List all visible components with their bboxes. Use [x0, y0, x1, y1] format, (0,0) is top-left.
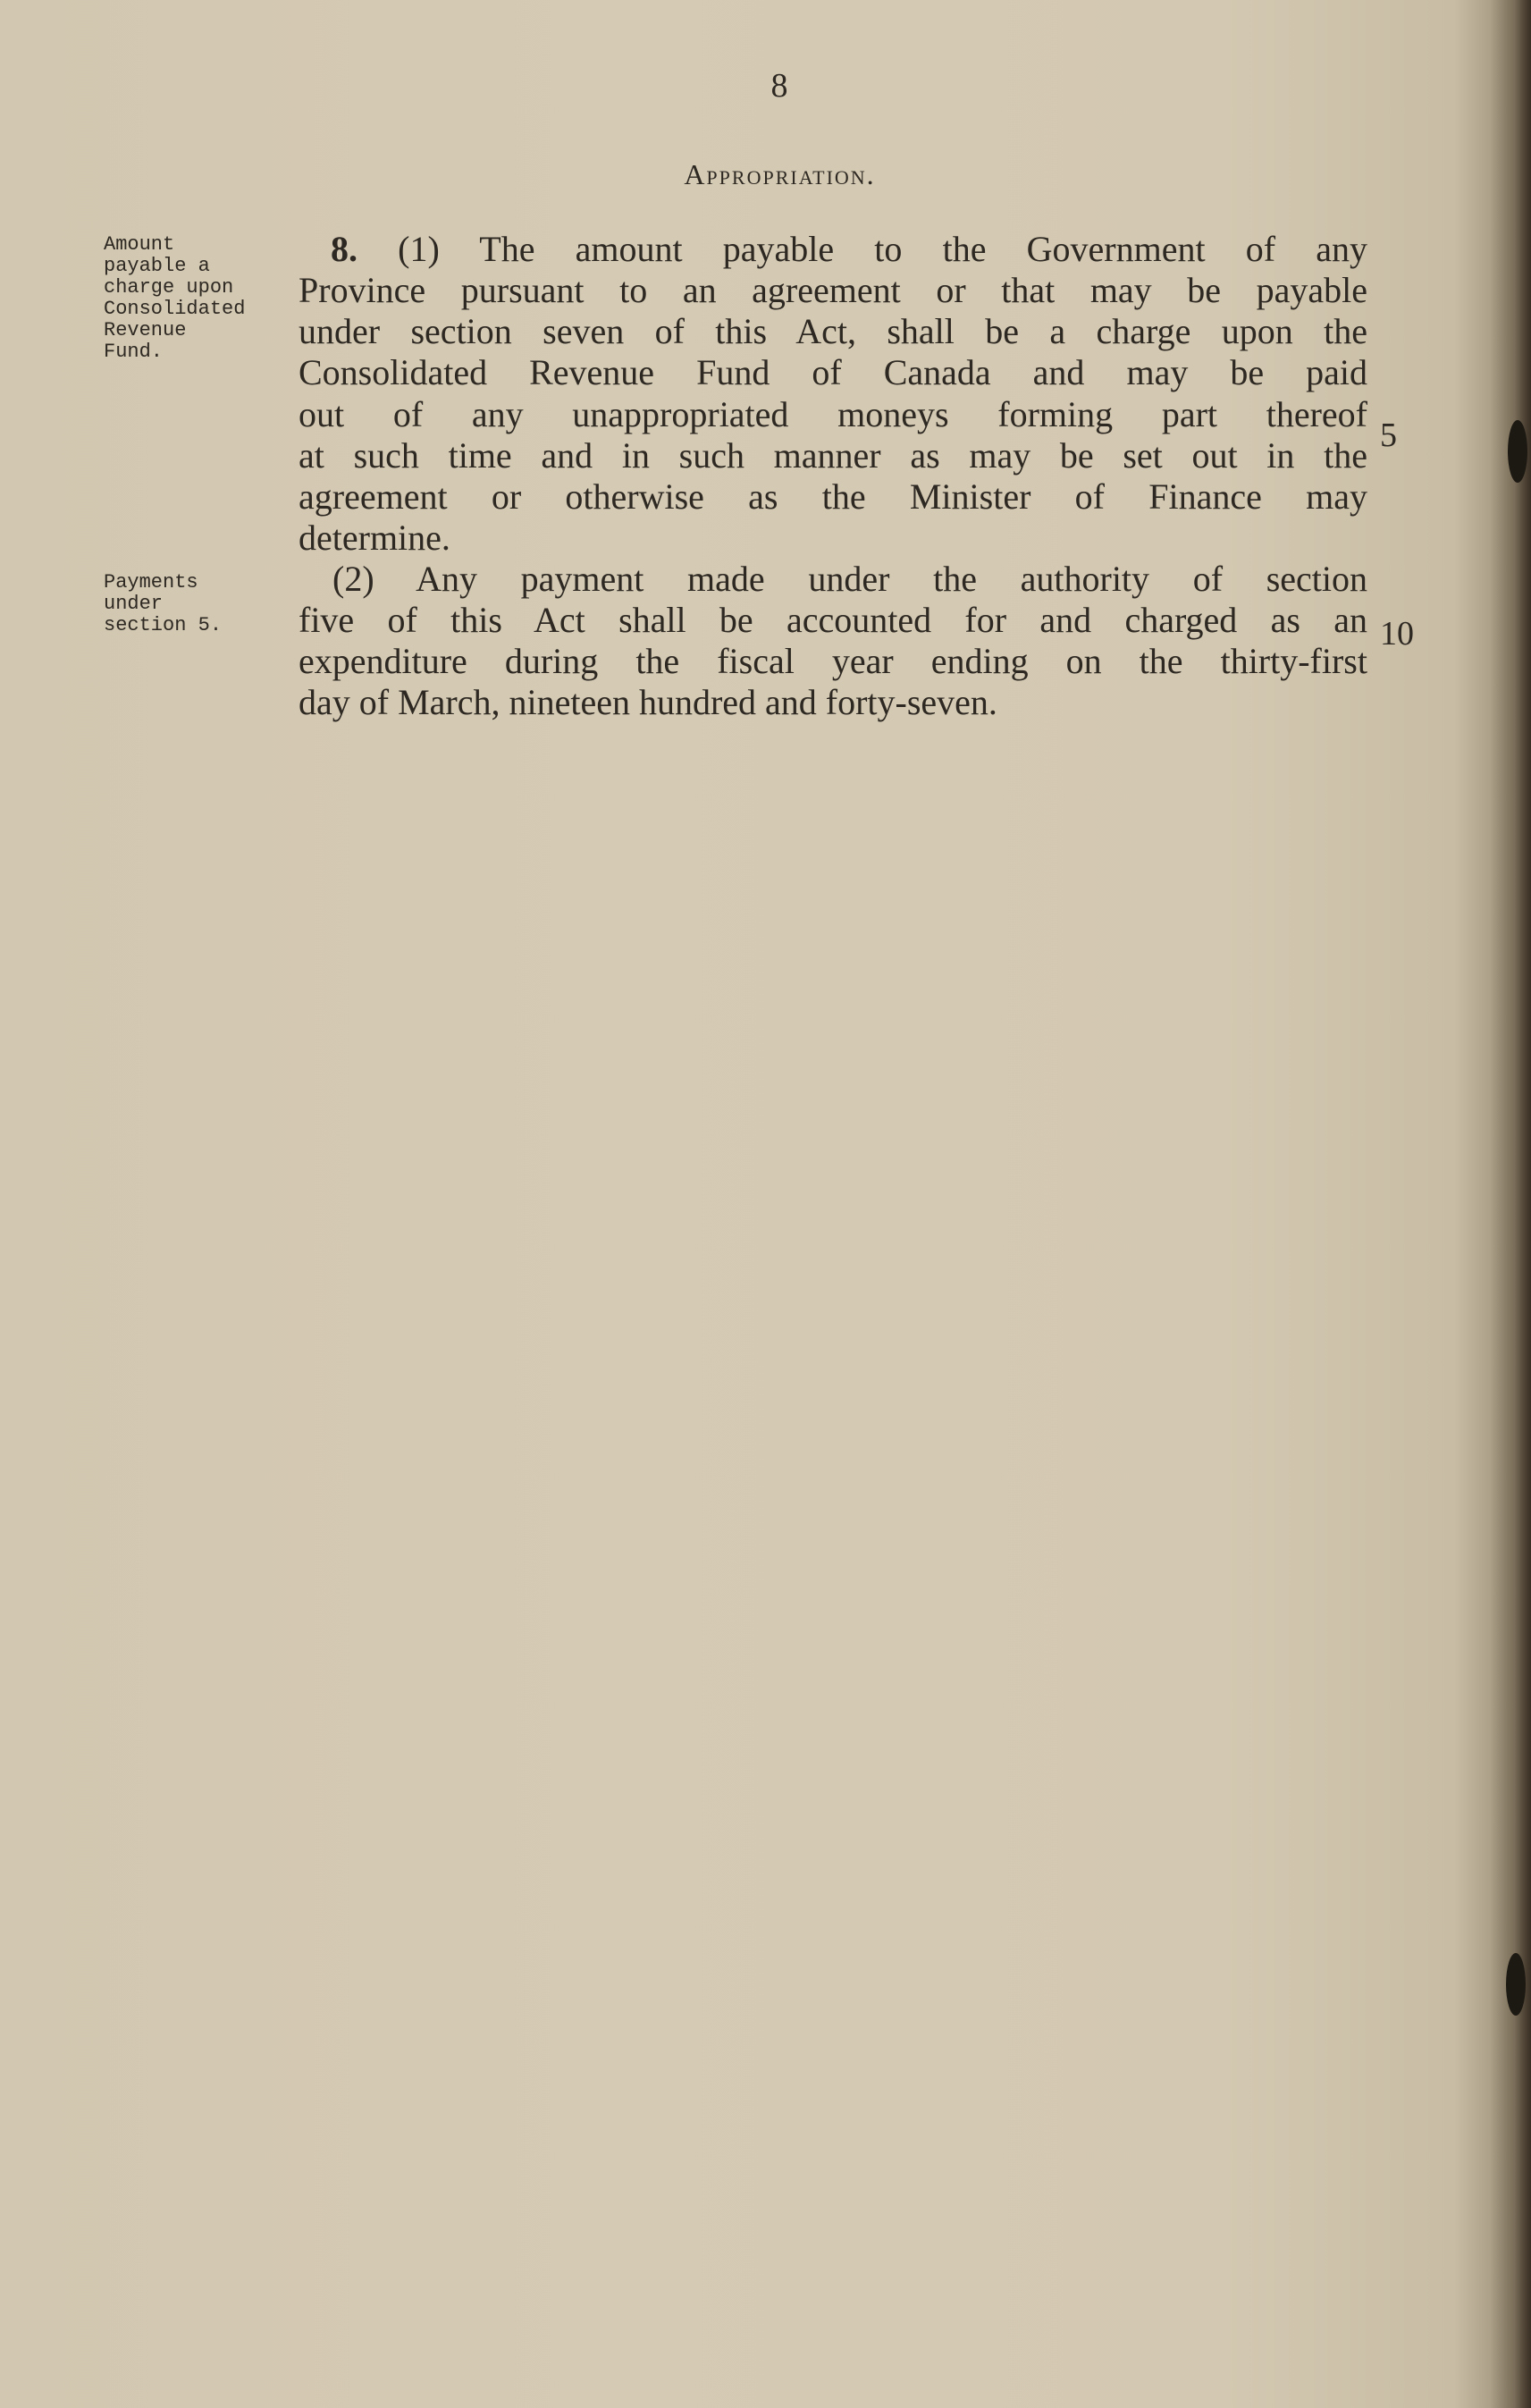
marginal-note-line: payable a: [104, 255, 210, 277]
body-text-line: under section seven of this Act, shall be a charge upon the: [299, 311, 1367, 351]
line-number: 5: [1380, 417, 1397, 454]
body-text-line: Consolidated Revenue Fund of Canada and may be paid: [299, 352, 1367, 392]
marginal-note-line: Payments: [104, 571, 198, 594]
marginal-note-line: charge upon: [104, 276, 234, 299]
marginal-note-line: Amount: [104, 233, 175, 256]
page-number: 8: [770, 67, 789, 105]
body-text-line: agreement or otherwise as the Minister of Finance may: [299, 476, 1367, 517]
marginal-note-payments-section-5: [104, 572, 282, 636]
line-number: 10: [1380, 615, 1414, 653]
marginal-note-consolidated-revenue-fund: [104, 234, 282, 363]
marginal-note-line: under: [104, 593, 164, 615]
running-head: Appropriation.: [684, 158, 876, 190]
body-text-line: (2) Any payment made under the authority of section: [332, 559, 1367, 599]
marginal-note-line: Consolidated: [104, 298, 246, 320]
body-text-line: five of this Act shall be accounted for and charged as an: [299, 600, 1367, 640]
marginal-note-line: section 5.: [104, 614, 223, 636]
marginal-note-line: Fund.: [104, 341, 164, 363]
marginal-note-line: Revenue: [104, 319, 187, 341]
body-text-line: out of any unappropriated moneys forming part thereof: [299, 394, 1367, 434]
body-text-segment: (1) The amount payable to the Government of any: [358, 229, 1367, 269]
body-text-line: determine.: [299, 518, 450, 558]
binding-hole: [1508, 420, 1527, 483]
body-text-line: [299, 229, 1367, 270]
body-text-line: Province pursuant to an agreement or that may be payable: [299, 270, 1367, 310]
section-number: 8.: [331, 229, 358, 269]
body-text-line: at such time and in such manner as may be set out in the: [299, 435, 1367, 476]
binding-hole: [1506, 1953, 1526, 2016]
body-text-line: day of March, nineteen hundred and forty-seven.: [299, 682, 997, 722]
page-edge-shadow: [1490, 0, 1531, 2408]
body-text-line: expenditure during the fiscal year ending on the thirty-first: [299, 641, 1367, 681]
